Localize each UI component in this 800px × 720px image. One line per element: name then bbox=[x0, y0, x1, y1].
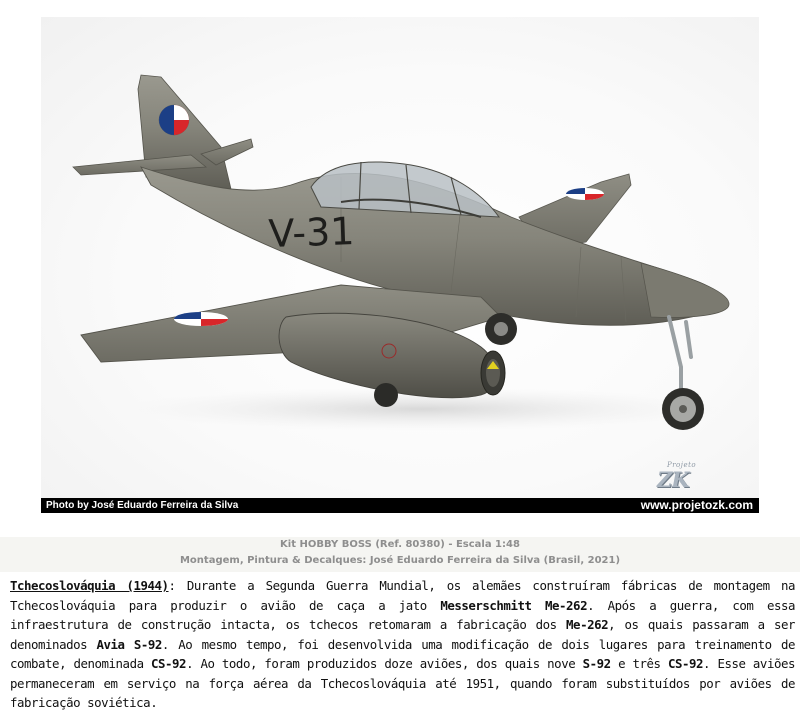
article-paragraph: Tchecoslováquia (1944): Durante a Segunda Guerra Mundial, os alemães construíram fábricas de montagem na Tchecoslováquia para produzir o avião de caça a jato Messerschmitt Me-262. Após a guerra, com essa infraestrutura de construção intacta, os tchecos retomaram a fabricação dos Me-262, os quais passaram a ser denominados Avia S-92. Ao mesmo tempo, foi desenvolvida uma modificação de dois lugares para treinamento de combate, denominada CS-92. Ao todo, foram produzidos doze aviões, dos quais nove S-92 e três CS-92. Esse aviões permaneceram em serviço na força aérea da Tchecoslováquia até 1951, quando foram substituídos por aviões de fabricação soviética. bbox=[10, 578, 796, 710]
aircraft-model-illustration bbox=[41, 17, 759, 498]
nose-cone bbox=[641, 263, 729, 318]
site-url[interactable]: www.projetozk.com bbox=[640, 498, 753, 512]
caption-kit-line: Kit HOBBY BOSS (Ref. 80380) - Escala 1:48 bbox=[280, 539, 520, 550]
aircraft-photo-frame bbox=[41, 17, 759, 513]
aircraft-photo bbox=[41, 17, 759, 498]
nose-gear-strut bbox=[669, 317, 691, 395]
article-heading-link[interactable]: Tchecoslováquia (1944) bbox=[10, 578, 169, 593]
photo-caption bbox=[0, 537, 800, 572]
tail-roundel bbox=[159, 105, 189, 135]
photo-credit: Photo by José Eduardo Ferreira da Silva bbox=[46, 500, 239, 511]
caption-credits-line: Montagem, Pintura & Decalques: José Eduardo Ferreira da Silva (Brasil, 2021) bbox=[179, 555, 621, 566]
fuselage-code: V-31 bbox=[267, 209, 356, 256]
wing-roundel-far bbox=[566, 188, 604, 200]
model-name-bold: Messerschmitt Me-262 bbox=[440, 597, 588, 613]
photo-credit-bar bbox=[41, 498, 759, 513]
wing-roundel-near bbox=[174, 312, 228, 326]
projetozk-watermark-logo: Projeto ZK bbox=[657, 461, 697, 492]
